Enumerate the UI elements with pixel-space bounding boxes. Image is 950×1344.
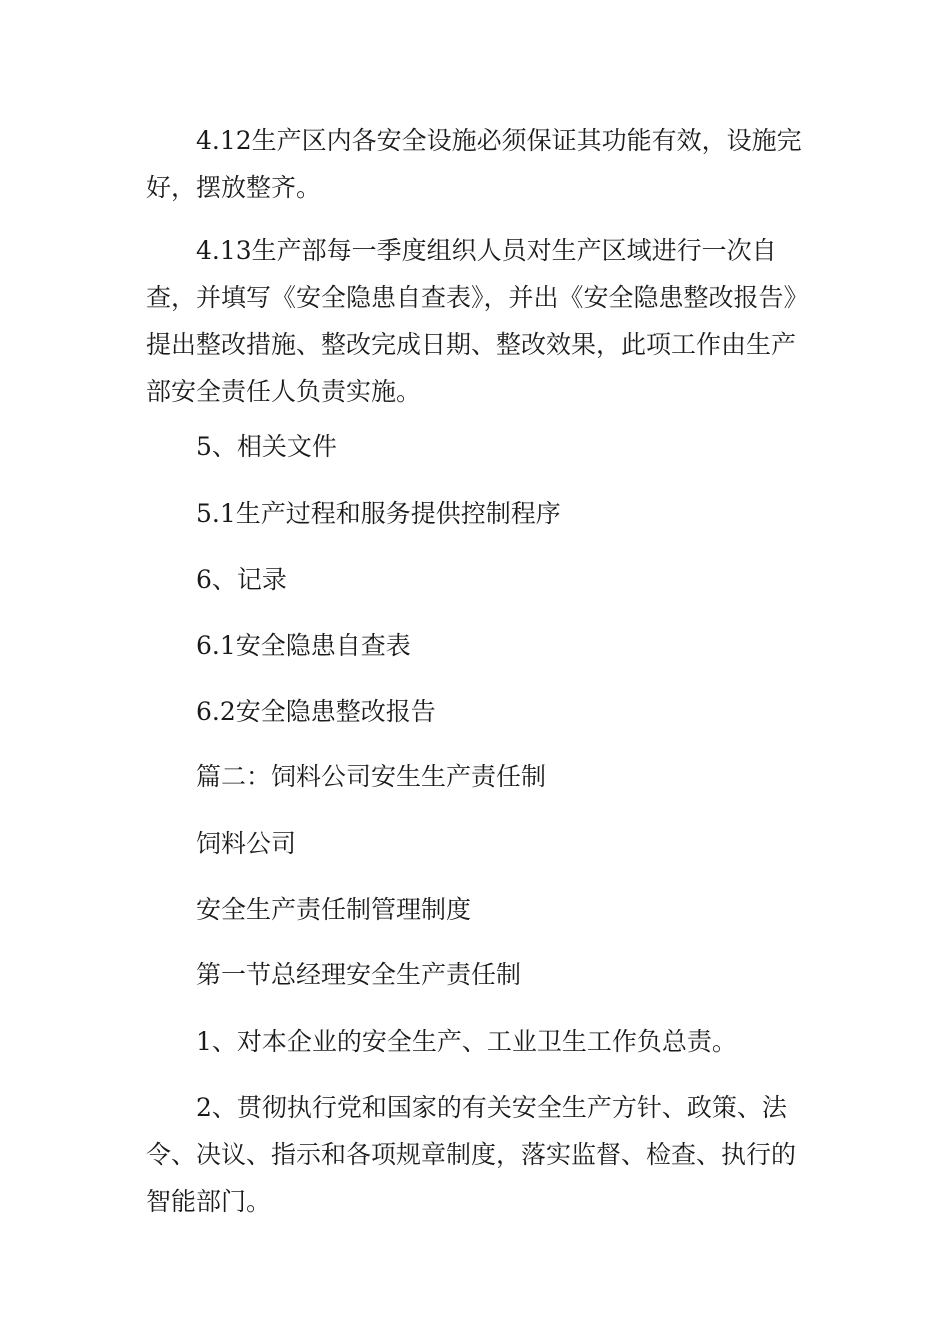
- responsibility-item-2: 2、贯彻执行党和国家的有关安全生产方针、政策、法令、决议、指示和各项规章制度，落实监督、检查、执行的智能部门。: [146, 1093, 797, 1216]
- policy-title: 安全生产责任制管理制度: [196, 895, 472, 924]
- paragraph-6-1: 6.1安全隐患自查表: [196, 631, 411, 660]
- section-heading-gm: 第一节总经理安全生产责任制: [196, 960, 522, 989]
- paragraph-4-13: 4.13生产部每一季度组织人员对生产区域进行一次自查，并填写《安全隐患自查表》，并出《安全隐患整改报告》提出整改措施、整改完成日期、整改效果，此项工作由生产部安全责任人负责实施。: [146, 236, 797, 406]
- paragraph-4-12: 4.12生产区内各安全设施必须保证其功能有效，设施完好，摆放整齐。: [146, 126, 802, 202]
- responsibility-item-1: 1、对本企业的安全生产、工业卫生工作负总责。: [196, 1027, 737, 1056]
- paragraph-6-2: 6.2安全隐患整改报告: [196, 697, 436, 726]
- heading-records: 6、记录: [196, 565, 287, 594]
- company-name: 饲料公司: [196, 829, 297, 858]
- section-title-part-two: 篇二：饲料公司安生生产责任制: [196, 762, 547, 791]
- heading-related-documents: 5、相关文件: [196, 432, 337, 461]
- paragraph-5-1: 5.1生产过程和服务提供控制程序: [196, 499, 561, 528]
